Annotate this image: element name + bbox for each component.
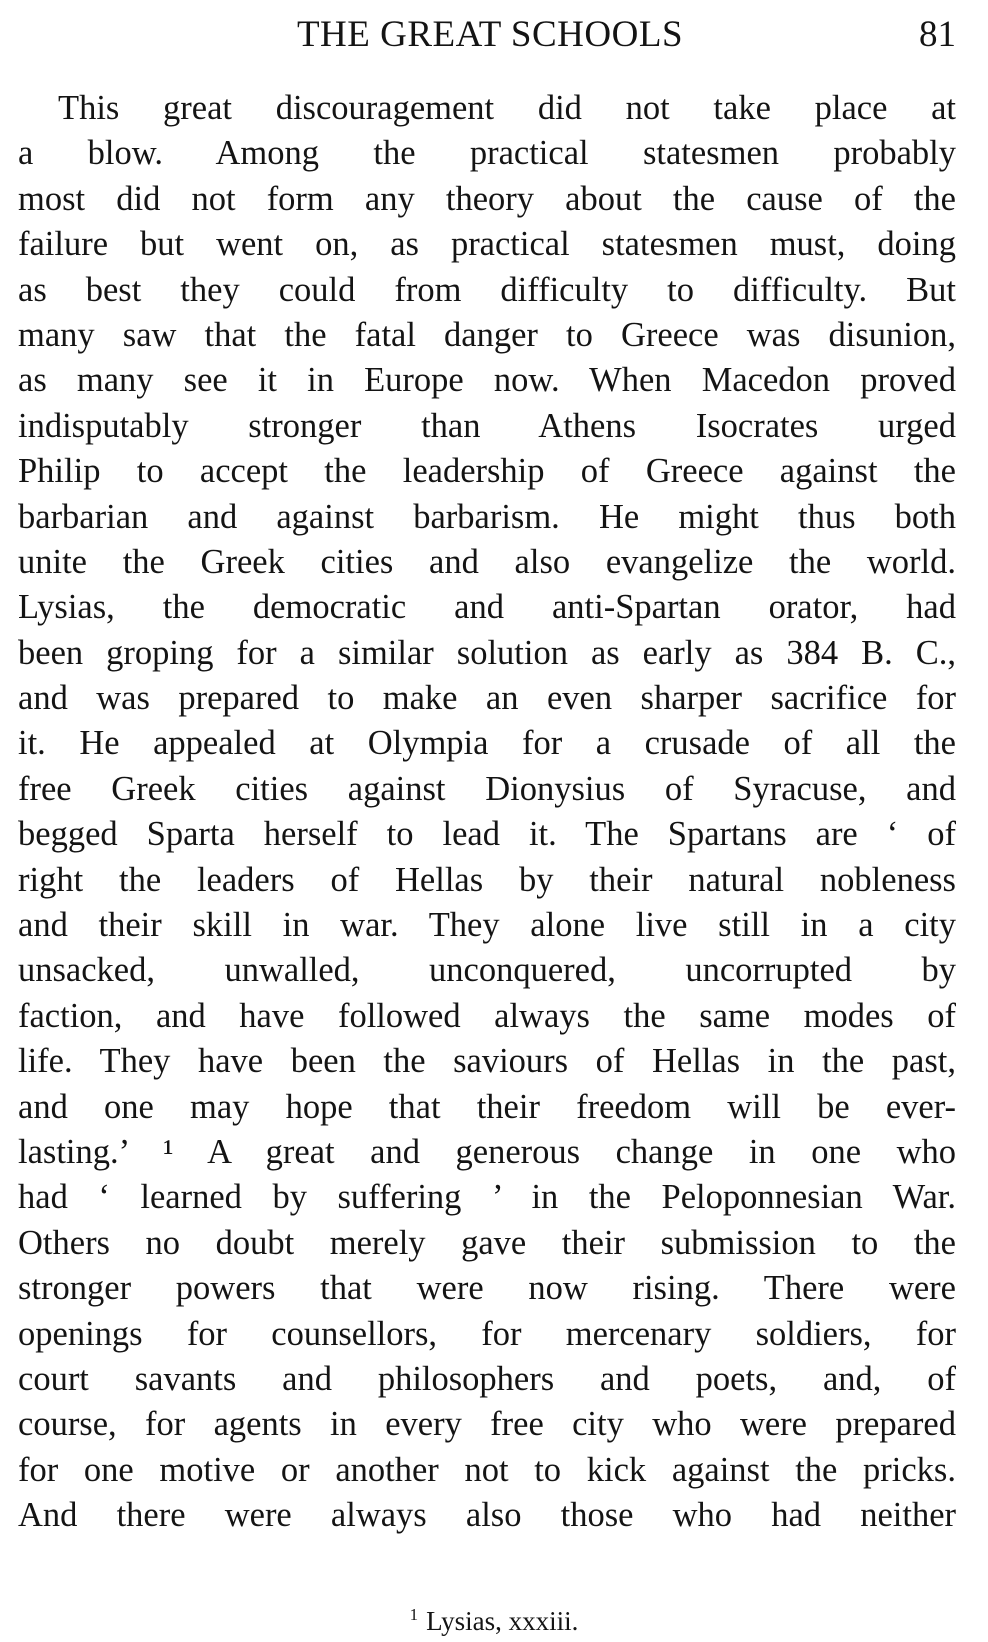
text-line: stronger powers that were now rising. There were bbox=[18, 1269, 956, 1308]
text-line: and their skill in war. They alone live still in a city bbox=[18, 906, 956, 945]
text-line: This great discouragement did not take place at bbox=[58, 89, 956, 127]
text-line: indisputably stronger than Athens Isocrates urged bbox=[18, 406, 956, 445]
text-line: right the leaders of Hellas by their natural nobleness bbox=[18, 860, 956, 899]
text-line: barbarian and against barbarism. He might thus both bbox=[18, 497, 956, 536]
text-line: court savants and philosophers and poets, and, of bbox=[18, 1359, 956, 1398]
text-line: it. He appealed at Olympia for a crusade of all the bbox=[18, 724, 956, 763]
footnote bbox=[0, 1598, 988, 1638]
text-line: Philip to accept the leadership of Greece against the bbox=[18, 452, 956, 491]
text-line: failure but went on, as practical statesmen must, doing bbox=[18, 225, 956, 264]
page-number: 81 bbox=[919, 14, 956, 55]
body-text bbox=[18, 86, 956, 1539]
text-line: course, for agents in every free city who were prepared bbox=[18, 1405, 956, 1444]
text-line: and one may hope that their freedom will be ever- bbox=[18, 1087, 956, 1126]
text-line: been groping for a similar solution as early as 384 B. C., bbox=[18, 633, 956, 672]
text-line: begged Sparta herself to lead it. The Spartans are ‘ of bbox=[18, 815, 956, 854]
text-line: Lysias, the democratic and anti-Spartan orator, had bbox=[18, 588, 956, 627]
text-line: had ‘ learned by suffering ’ in the Peloponnesian War. bbox=[18, 1178, 956, 1217]
text-line: And there were always also those who had neither bbox=[18, 1496, 956, 1535]
text-line: unsacked, unwalled, unconquered, uncorrupted by bbox=[18, 951, 956, 990]
text-line: as many see it in Europe now. When Macedon proved bbox=[18, 361, 956, 400]
running-title: THE GREAT SCHOOLS bbox=[296, 14, 684, 55]
footnote-marker: 1 bbox=[409, 1605, 419, 1624]
text-line: as best they could from difficulty to difficulty. But bbox=[18, 270, 956, 309]
text-line: many saw that the fatal danger to Greece was disunion, bbox=[18, 315, 956, 354]
text-line: most did not form any theory about the cause of the bbox=[18, 179, 956, 218]
text-line: lasting.’ ¹ A great and generous change in one who bbox=[18, 1132, 956, 1171]
text-line: unite the Greek cities and also evangelize the world. bbox=[18, 542, 956, 581]
text-line: faction, and have followed always the same modes of bbox=[18, 996, 956, 1035]
text-line: openings for counsellors, for mercenary soldiers, for bbox=[18, 1314, 956, 1353]
running-head bbox=[18, 10, 956, 60]
text-line: Others no doubt merely gave their submission to the bbox=[18, 1223, 956, 1262]
text-line: a blow. Among the practical statesmen probably bbox=[18, 134, 956, 173]
footnote-text: Lysias, xxxiii. bbox=[426, 1606, 579, 1636]
text-line: and was prepared to make an even sharper sacrifice for bbox=[18, 679, 956, 718]
text-line: free Greek cities against Dionysius of Syracuse, and bbox=[18, 769, 956, 808]
text-line: life. They have been the saviours of Hellas in the past, bbox=[18, 1042, 956, 1081]
text-line: for one motive or another not to kick against the pricks. bbox=[18, 1450, 956, 1489]
